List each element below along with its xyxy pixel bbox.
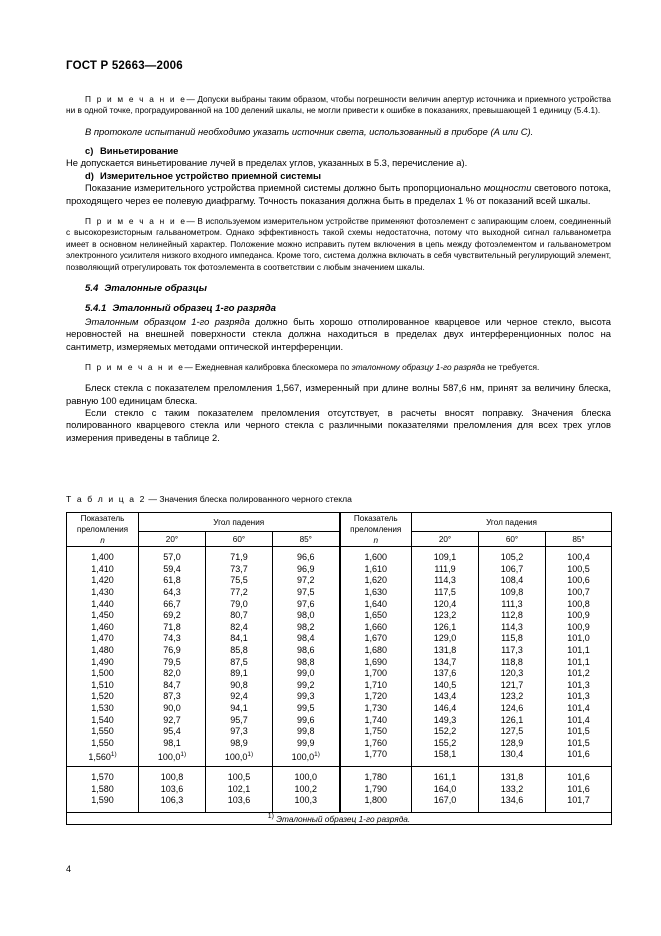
col-a20-left-1 [139,547,205,766]
header-refractive-index-text: Показатель преломления [350,514,402,535]
table-cell-value: 101,0 [567,633,590,644]
page-number: 4 [66,864,72,874]
table-cell-value: 1,470 [91,633,114,644]
table-cell-value: 109,8 [500,587,524,598]
table-cell-value: 126,1 [433,621,457,632]
table-header-row-2 [67,531,612,546]
measuring-text-b: светового потока, проходящего через ее полевую диафрагму. Точность показания должна быть в пределах 1 % от показаний всей шкалы. [66,182,611,206]
table-cell-value: 100,0$^{1)}$ [291,751,320,763]
table-cell-value: 99,3 [296,691,315,702]
table-cell-value: 100,8 [160,771,184,782]
table-cell-value: 66,7 [163,598,181,609]
header-angle-60-right: 60° [479,531,546,546]
col-a85-left-1 [273,547,339,766]
heading-vignetting-title: Виньетирование [100,145,179,157]
table-footnote-cell [67,812,612,824]
table-cell-value: 1,740 [364,714,388,725]
table-cell-value: 121,7 [500,679,524,690]
table-cell-value: 112,8 [501,610,523,621]
table-cell-value: 1,420 [91,575,114,586]
measuring-text-a: Показание измерительного устройства приемной системы должно быть пропорционально [85,182,484,194]
table-cell-value: 133,2 [500,783,524,794]
table-cell-value: 99,5 [296,703,315,714]
table-cell-value: 149,3 [433,714,457,725]
table-cell-value: 1,640 [364,598,388,609]
note-photoelement [66,216,611,273]
table-cell-value: 90,0 [163,703,181,714]
paragraph-measuring [66,182,611,207]
header-angle-of-incidence-right: Угол падения [412,513,612,532]
col-n-right-1 [341,547,412,766]
table-cell-value: 99,9 [296,737,315,748]
table-cell-value: 120,3 [500,668,524,679]
heading-5-4 [66,282,611,296]
footnote-ref: 1) [110,751,117,759]
table-cell-value: 99,8 [296,726,315,737]
table-cell-value: 114,3 [434,575,456,586]
standard-id: ГОСТ Р 52663—2006 [66,60,183,72]
table-cell-value: 99,0 [296,668,315,679]
table-cell-value: 76,9 [163,645,181,656]
table-cell-value: 98,8 [296,656,315,667]
table-cell-value: 100,9 [567,621,590,632]
footnote-text: Эталонный образец 1-го разряда. [276,813,411,824]
table-data-block-1 [67,547,612,767]
col-a85-left-2 [273,767,339,812]
table-cell-value: 100,2 [294,783,318,794]
table-cell-value: 95,7 [230,714,248,725]
note-body-emph: эталонному образцу 1-го разряда [351,361,485,372]
list-label-c: c) [85,145,94,157]
table-cell-value: 102,1 [227,783,251,794]
table-cell-value: 1,600 [364,552,388,563]
table-cell-value: 100,7 [567,587,590,598]
table-cell-value: 105,2 [500,552,524,563]
table-cell-value: 97,6 [296,598,315,609]
table-cell-value: 57,0 [163,552,181,563]
heading-measuring-device [66,169,611,182]
page-content [66,60,611,444]
table-cell-value: 101,6 [567,783,590,794]
table-cell-value: 92,7 [163,714,181,725]
paragraph-correction: Если стекло с таким показателем преломления отсутствует, в расчеты вносят поправку. Значения блеска полированного кварцевого стекла или черного стекла с различными показателями преломления для всех трех углов измерения приведены в таблице 2. [66,406,611,443]
table-cell-value: 71,8 [163,621,181,632]
measuring-text-emph: мощности [483,182,532,194]
header-angle-60-left: 60° [206,531,273,546]
table-data-block-2 [67,766,612,812]
table-cell-value: 126,1 [500,714,524,725]
note-body: — Допуски выбраны таким образом, чтобы погрешности величин апертур источника и приемного устройства ни в одной точке, проградуированной на 100 делений шкалы, не могли привести к ошибке в показаниях, превышающей 1 единицу (5.4.1). [66,94,611,116]
table-cell-value: 1,450 [91,610,114,621]
table-cell-value: 59,4 [163,563,181,574]
table-cell-value: 1,520 [91,691,114,702]
table-cell-value: 109,1 [433,552,457,563]
table-cell-value: 131,8 [433,645,457,656]
table-cell-value: 98,9 [230,737,248,748]
table-cell-value: 108,4 [500,575,524,586]
footnote-marker: 1) [267,812,274,820]
col-a20-right-1 [412,547,478,766]
header-refractive-index-left [67,513,139,547]
header-angle-of-incidence-left: Угол падения [139,513,340,532]
reference-sample-text: должно быть хорошо отполированное кварцевое или черное стекло, высота неровностей на внешней поверхности стекла должна находиться в пределах двух интерференционных полос на сантиметр, измеряемых методами оптической интерференции. [66,316,611,352]
table-cell-value: 79,0 [230,598,248,609]
table-cell-value: 101,5 [567,737,590,748]
table-cell-value: 1,530 [91,703,114,714]
table-cell-value: 101,1 [567,656,590,667]
table-cell-value: 1,400 [91,552,114,563]
table-cell-value: 131,8 [500,771,524,782]
col-a60-right-2 [479,767,545,812]
table-cell-value: 1,460 [91,621,114,632]
note-calibration [66,362,611,373]
table-cell-value: 100,4 [567,552,590,563]
table-cell-value: 100,5 [567,563,590,574]
table-cell-value: 99,2 [296,679,315,690]
table-cell-value: 84,1 [230,633,248,644]
note-label: П р и м е ч а н и е [85,94,187,104]
table-cell-value: 80,7 [230,610,248,621]
col-n-left-2 [67,767,138,812]
table-cell-value: 101,6 [567,749,590,760]
table-cell-value: 84,7 [163,679,181,690]
table-cell-value: 103,6 [227,795,251,806]
table-caption-label: Т а б л и ц а 2 [66,494,146,504]
table-cell-value: 115,8 [501,633,523,644]
table-cell-value: 123,2 [500,691,524,702]
table-cell-value: 143,4 [433,691,457,702]
table-cell-value: 1,430 [91,587,114,598]
table-cell-value: 123,2 [433,610,457,621]
table-cell-value: 97,2 [296,575,315,586]
table-cell-value: 1,550 [91,737,114,748]
table-cell-value: 118,8 [501,656,523,667]
table-cell-value: 124,6 [500,703,524,714]
heading-5-4-1-number: 5.4.1 [85,303,107,315]
table-cell-value: 1,750 [364,726,388,737]
footnote-ref: 1) [247,751,254,759]
table-cell-value: 114,3 [501,621,523,632]
table-cell-value: 1,440 [91,598,114,609]
table-cell-value: 1,570 [91,771,114,782]
table-cell-value: 98,1 [163,737,181,748]
table-cell-value: 1,490 [91,656,114,667]
table-cell-value: 1,780 [364,771,388,782]
note-apertures [66,94,611,117]
heading-measuring-title: Измерительное устройство приемной системы [100,170,322,182]
table-cell-value: 94,1 [230,703,248,714]
table-cell-value: 158,1 [433,749,457,760]
heading-vignetting [66,144,611,157]
table-cell-value: 1,580 [91,783,114,794]
table-cell-value: 1,730 [364,703,388,714]
gloss-values-table [66,512,612,824]
table-cell-value: 98,4 [296,633,315,644]
col-n-left-1 [67,547,138,766]
table-cell-value: 128,9 [500,737,524,748]
table-cell-value: 100,6 [567,575,590,586]
header-refractive-index-text: Показатель преломления [76,514,129,535]
table-cell-value: 117,3 [501,645,523,656]
table-cell-value: 1,720 [364,691,388,702]
paragraph-reference-sample [66,316,611,353]
table-cell-value: 140,5 [433,679,457,690]
col-a60-left-2 [206,767,272,812]
footnote-ref: 1) [180,751,187,759]
table-cell-value: 101,1 [567,645,590,656]
table-cell-value: 146,4 [433,703,457,714]
col-n-right-2 [341,767,412,812]
table-cell-value: 1,630 [364,587,388,598]
table-cell-value: 71,9 [230,552,248,563]
table-cell-value: 90,8 [230,679,248,690]
table-cell-value: 98,0 [296,610,315,621]
table-cell-value: 97,3 [230,726,248,737]
table-cell-value: 75,5 [230,575,248,586]
table-cell-value: 1,410 [91,563,114,574]
table-cell-value: 100,9 [567,610,590,621]
paragraph-gloss-value: Блеск стекла с показателем преломления 1,567, измеренный при длине волны 587,6 нм, принят за величину блеска, равную 100 единицам блеска. [66,382,611,406]
table-footnote-row [67,812,612,824]
table-cell-value: 100,0$^{1)}$ [157,751,187,763]
table-cell-value: 120,4 [433,598,457,609]
table-cell-value: 1,710 [364,679,388,690]
table-cell-value: 77,2 [230,587,248,598]
table-cell-value: 1,680 [364,645,388,656]
table-cell-value: 101,3 [567,691,590,702]
table-cell-value: 101,6 [567,771,590,782]
table-cell-value: 155,2 [433,737,457,748]
heading-5-4-number: 5.4 [85,283,99,295]
table-caption-text: — Значения блеска полированного черного стекла [148,494,352,504]
table-cell-value: 98,6 [296,645,315,656]
table-cell-value: 111,9 [434,563,456,574]
header-angle-20-left: 20° [139,531,206,546]
col-a20-right-2 [412,767,478,812]
col-a60-right-1 [479,547,545,766]
table-cell-value: 1,540 [91,714,114,725]
table-cell-value: 152,2 [433,726,457,737]
table-cell-value: 134,7 [433,656,457,667]
table-cell-value: 1,590 [91,795,114,806]
note-label: П р и м е ч а н и е [85,216,187,226]
table-cell-value: 106,7 [500,563,524,574]
table-cell-value: 100,5 [227,771,251,782]
footnote-ref: 1) [314,751,320,759]
table-cell-value: 85,8 [230,645,248,656]
heading-5-4-title: Эталонные образцы [104,283,207,295]
table-cell-value: 137,6 [433,668,457,679]
table-cell-value: 100,3 [294,795,318,806]
table-cell-value: 1,660 [364,621,388,632]
table-cell-value: 1,760 [364,737,388,748]
col-a85-right-1 [546,547,611,766]
table-cell-value: 100,0$^{1)}$ [224,751,254,763]
table-cell-value: 73,7 [230,563,248,574]
table-cell-value: 111,3 [501,598,523,609]
table-cell-value: 97,5 [296,587,315,598]
table-cell-value: 167,0 [433,795,457,806]
table-cell-value: 1,620 [364,575,388,586]
table-cell-value: 1,670 [364,633,388,644]
table-cell-value: 82,0 [163,668,181,679]
list-label-d: d) [85,170,94,182]
table-head [67,513,612,547]
table-caption [66,493,611,505]
table-cell-value: 92,4 [230,691,248,702]
table-cell-value: 96,6 [296,552,315,563]
table-cell-value: 100,0 [294,771,318,782]
table-cell-value: 100,8 [567,598,590,609]
table-cell-value: 99,6 [296,714,315,725]
table-cell-value: 1,510 [91,679,114,690]
heading-5-4-1-title: Эталонный образец 1-го разряда [112,303,276,315]
table-cell-value: 130,4 [500,749,524,760]
table-cell-value: 106,3 [160,795,184,806]
table-cell-value: 101,3 [567,679,590,690]
table-cell-value: 134,6 [500,795,524,806]
header-angle-20-right: 20° [412,531,479,546]
table-cell-value: 1,790 [364,783,388,794]
table-cell-value: 79,5 [163,656,181,667]
table-cell-value: 129,0 [433,633,457,644]
col-a85-right-2 [546,767,611,812]
table-cell-value: 1,560$^{1)}$ [88,751,117,763]
table-cell-value: 1,770 [364,749,388,760]
table-cell-value: 1,650 [364,610,388,621]
table-cell-value: 127,5 [500,726,524,737]
col-a20-left-2 [139,767,205,812]
table-cell-value: 89,1 [230,668,248,679]
reference-sample-emph: Эталонным образцом 1-го разряда [85,316,250,328]
table-cell-value: 103,6 [160,783,184,794]
header-refractive-index-symbol: n [100,536,105,546]
table-cell-value: 117,5 [434,587,456,598]
table-cell-value: 61,8 [163,575,181,586]
table-cell-value: 1,800 [364,795,388,806]
table-cell-value: 101,4 [567,714,590,725]
table-cell-value: 1,550 [91,726,114,737]
note-body-a: — Ежедневная калибровка блескомера по [184,361,352,372]
note-body: — В используемом измерительном устройстве применяют фотоэлемент с запирающим слоем, соединенный с высокорезисторным гальванометром. Однако эффективность такой схемы недостаточна, потому что выходной сигнал гальванометра имеет в основном нелинейный характер. Положение можно исправить путем включения в цепь между фотоэлементом и гальванометром электронного усилителя низкого входного импеданса. Кроме того, система должна включать в себя чувствительный регулирующий элемент, позволяющий отрегулировать ток фотоэлемента в соответствии с любым значением шкалы. [66,216,611,272]
table-cell-value: 69,2 [163,610,181,621]
table-cell-value: 101,5 [567,726,590,737]
table-cell-value: 95,4 [163,726,181,737]
table-cell-value: 87,5 [230,656,248,667]
paragraph-vignetting: Не допускается виньетирование лучей в пределах углов, указанных в 5.3, перечисление а). [66,157,468,169]
table-cell-value: 98,2 [296,621,315,632]
table-cell-value: 1,700 [364,668,388,679]
table-cell-value: 101,4 [567,703,590,714]
table-cell-value: 1,480 [91,645,114,656]
table-cell-value: 1,610 [364,563,388,574]
table-cell-value: 101,7 [567,795,590,806]
header-angle-85-left: 85° [273,531,340,546]
table-cell-value: 161,1 [433,771,457,782]
table-region [66,493,611,825]
header-refractive-index-symbol: n [373,536,379,546]
table-cell-value: 96,9 [296,563,315,574]
table-cell-value: 1,500 [91,668,114,679]
paragraph-protocol: В протоколе испытаний необходимо указать источник света, использованный в приборе (А или С). [85,125,534,137]
table-cell-value: 164,0 [433,783,457,794]
table-body [67,547,612,824]
table-cell-value: 1,690 [364,656,388,667]
note-body-b: не требуется. [484,361,540,372]
table-cell-value: 82,4 [230,621,248,632]
table-cell-value: 101,2 [567,668,590,679]
table-cell-value: 87,3 [163,691,181,702]
table-cell-value: 74,3 [163,633,181,644]
note-label: П р и м е ч а н и е [85,361,185,372]
table-header-row-1 [67,513,612,532]
header-refractive-index-right [340,513,412,547]
table-cell-value: 64,3 [163,587,181,598]
heading-5-4-1 [66,302,611,316]
col-a60-left-1 [206,547,272,766]
header-angle-85-right: 85° [546,531,612,546]
